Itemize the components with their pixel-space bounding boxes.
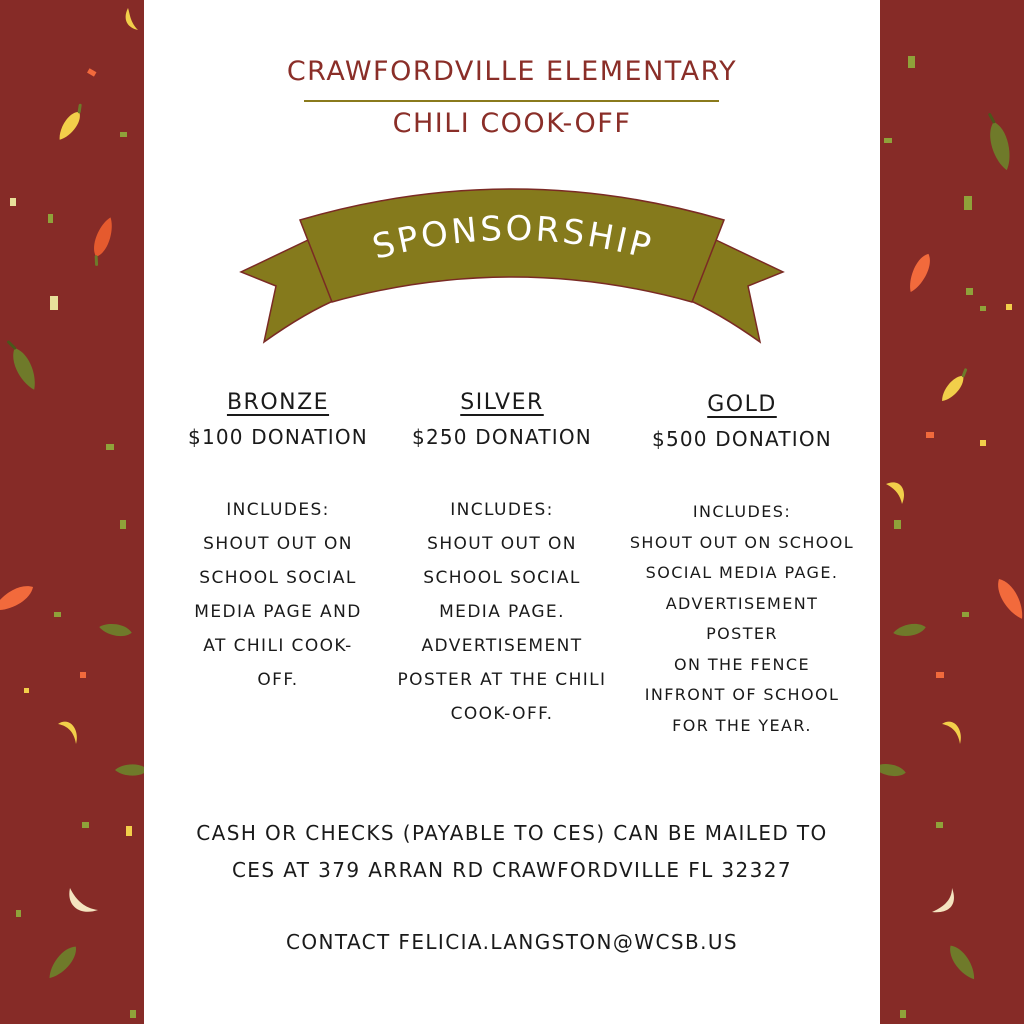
confetti-icon (1006, 304, 1012, 310)
tier-gold (624, 392, 860, 741)
crescent-icon (58, 722, 77, 744)
confetti-icon (966, 288, 973, 295)
payment-instructions (144, 815, 880, 889)
title-divider (304, 100, 719, 102)
flyer-panel (144, 0, 880, 1024)
tier-includes: INCLUDES: SHOUT OUT ON SCHOOL SOCIAL MEDIA PAGE AND AT CHILI COOK- OFF. (194, 500, 362, 690)
confetti-icon (884, 138, 892, 143)
confetti-icon (980, 440, 986, 446)
tier-bronze (180, 390, 376, 697)
confetti-icon (926, 432, 934, 438)
confetti-icon (962, 612, 969, 617)
chili-pepper-icon (938, 368, 972, 405)
tier-price: $100 DONATION (188, 425, 368, 449)
confetti-icon (54, 612, 61, 617)
right-decorative-border (880, 0, 1024, 1024)
crescent-icon (932, 888, 954, 912)
school-title: CRAWFORDVILLE ELEMENTARY (286, 56, 738, 87)
event-title: CHILI COOK-OFF (392, 108, 632, 139)
crescent-icon (126, 8, 138, 30)
confetti-icon (24, 688, 29, 693)
chili-pepper-icon (55, 104, 88, 144)
tier-includes: INCLUDES: SHOUT OUT ON SCHOOL SOCIAL MEDIA PAGE. ADVERTISEMENT POSTER AT THE CHILI COOK-OFF. (397, 500, 607, 724)
chili-pepper-icon (945, 942, 980, 983)
tier-name: GOLD (707, 392, 777, 417)
chili-pepper-icon (984, 112, 1015, 172)
confetti-icon (16, 910, 21, 917)
tier-name: SILVER (460, 390, 544, 415)
payment-line-1: CASH OR CHECKS (PAYABLE TO CES) CAN BE MAILED TO (196, 821, 828, 845)
confetti-icon (900, 1010, 906, 1018)
tier-silver (384, 390, 620, 731)
chili-pepper-icon (115, 764, 144, 775)
chili-pepper-icon (87, 215, 116, 266)
confetti-icon (964, 196, 972, 210)
confetti-icon (80, 672, 86, 678)
confetti-icon (120, 520, 126, 529)
crescent-icon (886, 482, 904, 504)
confetti-icon (126, 826, 132, 836)
confetti-icon (10, 198, 16, 206)
payment-line-2: CES AT 379 ARRAN RD CRAWFORDVILLE FL 32327 (231, 858, 793, 882)
confetti-icon (106, 444, 114, 450)
chili-pepper-icon (880, 762, 907, 779)
tier-name: BRONZE (226, 390, 330, 415)
tier-price: $500 DONATION (652, 427, 832, 451)
contact-line: CONTACT FELICIA.LANGSTON@WCSB.US (286, 930, 738, 954)
confetti-icon (87, 68, 96, 76)
left-decorative-border (0, 0, 144, 1024)
tier-price: $250 DONATION (412, 425, 592, 449)
confetti-icon (980, 306, 986, 311)
chili-pepper-icon (5, 338, 41, 393)
sponsorship-banner (236, 180, 788, 350)
chili-pepper-icon (0, 580, 37, 616)
confetti-icon (48, 214, 53, 223)
confetti-icon (130, 1010, 136, 1018)
confetti-icon (936, 822, 943, 828)
tier-includes: INCLUDES: SHOUT OUT ON SCHOOL SOCIAL MEDIA PAGE. ADVERTISEMENT POSTER ON THE FENCE INFRONT OF SCHOOL FOR THE YEAR. (629, 502, 855, 735)
confetti-icon (82, 822, 89, 828)
chili-pepper-icon (992, 575, 1024, 622)
chili-pepper-icon (44, 942, 81, 982)
chili-pepper-icon (892, 622, 926, 639)
confetti-icon (908, 56, 915, 68)
banner-label: SPONSORSHIP (368, 208, 658, 268)
chili-pepper-icon (98, 622, 132, 639)
confetti-icon (894, 520, 901, 529)
chili-pepper-icon (905, 251, 935, 295)
confetti-icon (120, 132, 127, 137)
confetti-icon (50, 296, 58, 310)
confetti-icon (936, 672, 944, 678)
crescent-icon (69, 888, 98, 912)
crescent-icon (942, 722, 961, 744)
